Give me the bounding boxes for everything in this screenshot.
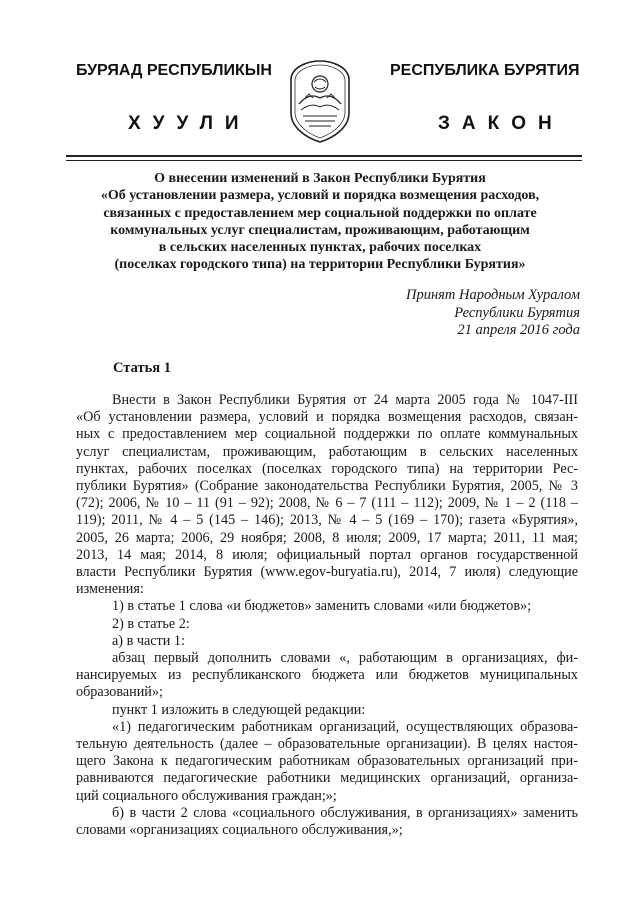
adoption-note	[406, 287, 580, 340]
body-line: а) в части 1:	[112, 632, 185, 649]
title-line: коммунальных услуг специалистам, проживающим, работающим	[110, 222, 530, 238]
body-line: 2) в статье 2:	[112, 615, 190, 632]
republic-name-russian: РЕСПУБЛИКА БУРЯТИЯ	[390, 62, 580, 79]
body-line: 2013, 14 мая; 2014, 8 июля; официальный портал органов государственной	[76, 546, 578, 563]
header-rule-thin	[66, 160, 582, 161]
doc-type-buryat: ХУУЛИ	[128, 113, 251, 134]
body-line: власти Республики Бурятия (www.egov-buryatia.ru), 2014, 7 июля) следующие	[76, 564, 578, 581]
body-line: ций социального обслуживания граждан;»;	[76, 787, 337, 804]
adoption-date: 21 апреля 2016 года	[457, 322, 580, 338]
republic-name-buryat: БУРЯАД РЕСПУБЛИКЫН	[76, 62, 272, 79]
body-line: пунктах, рабочих поселках (поселках городского типа) на территории Рес-	[76, 460, 578, 477]
body-line: «Об установлении размера, условий и порядка возмещения расходов, связан-	[76, 409, 578, 426]
body-line: абзац первый дополнить словами «, работающим в организациях, фи-	[112, 650, 578, 667]
body-line: щего Закона к педагогическим работникам образовательных организаций при-	[76, 753, 578, 770]
body-line: 1) в статье 1 слова «и бюджетов» заменить словами «или бюджетов»;	[112, 598, 532, 615]
body-line: публики Бурятия» (Собрание законодательства Республики Бурятия, 2005, № 3	[76, 478, 578, 495]
body-line: словами «организациях социального обслуживания,»;	[76, 822, 403, 839]
title-line: «Об установлении размера, условий и порядка возмещения расходов,	[100, 188, 540, 204]
body-line: 2005, 26 марта; 2006, 29 ноября; 2008, 8 июля; 2009, 17 марта; 2011, 11 мая;	[76, 529, 578, 546]
body-line: ных с предоставлением мер социальной поддержки по оплате коммунальных	[76, 426, 578, 443]
adoption-line: Принят Народным Хуралом	[405, 287, 580, 303]
body-line: образований»;	[76, 684, 163, 701]
coat-of-arms-emblem	[285, 58, 355, 144]
body-line: нансируемых из республиканского бюджета или бюджетов муниципальных	[76, 667, 578, 684]
law-title	[60, 170, 580, 274]
title-line: (поселках городского типа) на территории Республики Бурятия»	[114, 257, 526, 273]
body-line: б) в части 2 слова «социального обслуживания, в организациях» заменить	[112, 804, 578, 821]
body-line: изменения:	[76, 581, 144, 598]
title-line: О внесении изменений в Закон Республики Бурятия	[154, 171, 486, 186]
body-line: тельную деятельность (далее – образовательные организации). В целях настоя-	[76, 736, 578, 753]
adoption-line: Республики Бурятия	[454, 304, 580, 321]
header-rule-thick	[66, 155, 582, 157]
article-body	[76, 392, 578, 839]
body-line: 119); 2011, № 4 – 5 (145 – 146); 2013, № 4 – 5 (169 – 170); газета «Бурятия»,	[76, 512, 578, 529]
body-line: «1) педагогическим работникам организаций, осуществляющих образова-	[112, 718, 578, 735]
body-line: равниваются педагогические работники медицинских организаций, организа-	[76, 770, 578, 787]
body-line: услуг специалистам, проживающим, работающим в сельских населенных	[76, 443, 578, 460]
title-line: в сельских населенных пунктах, рабочих поселках	[158, 240, 482, 256]
doc-type-russian: ЗАКОН	[438, 113, 564, 134]
body-line: пункт 1 изложить в следующей редакции:	[112, 701, 366, 718]
body-line: (72); 2006, № 10 – 11 (91 – 92); 2008, № 6 – 7 (111 – 112); 2009, № 1 – 2 (118 –	[76, 495, 578, 512]
title-line: связанных с предоставлением мер социальной поддержки по оплате	[103, 205, 537, 221]
article-heading: Статья 1	[113, 360, 171, 376]
body-line: Внести в Закон Республики Бурятия от 24 марта 2005 года № 1047-III	[112, 392, 578, 408]
